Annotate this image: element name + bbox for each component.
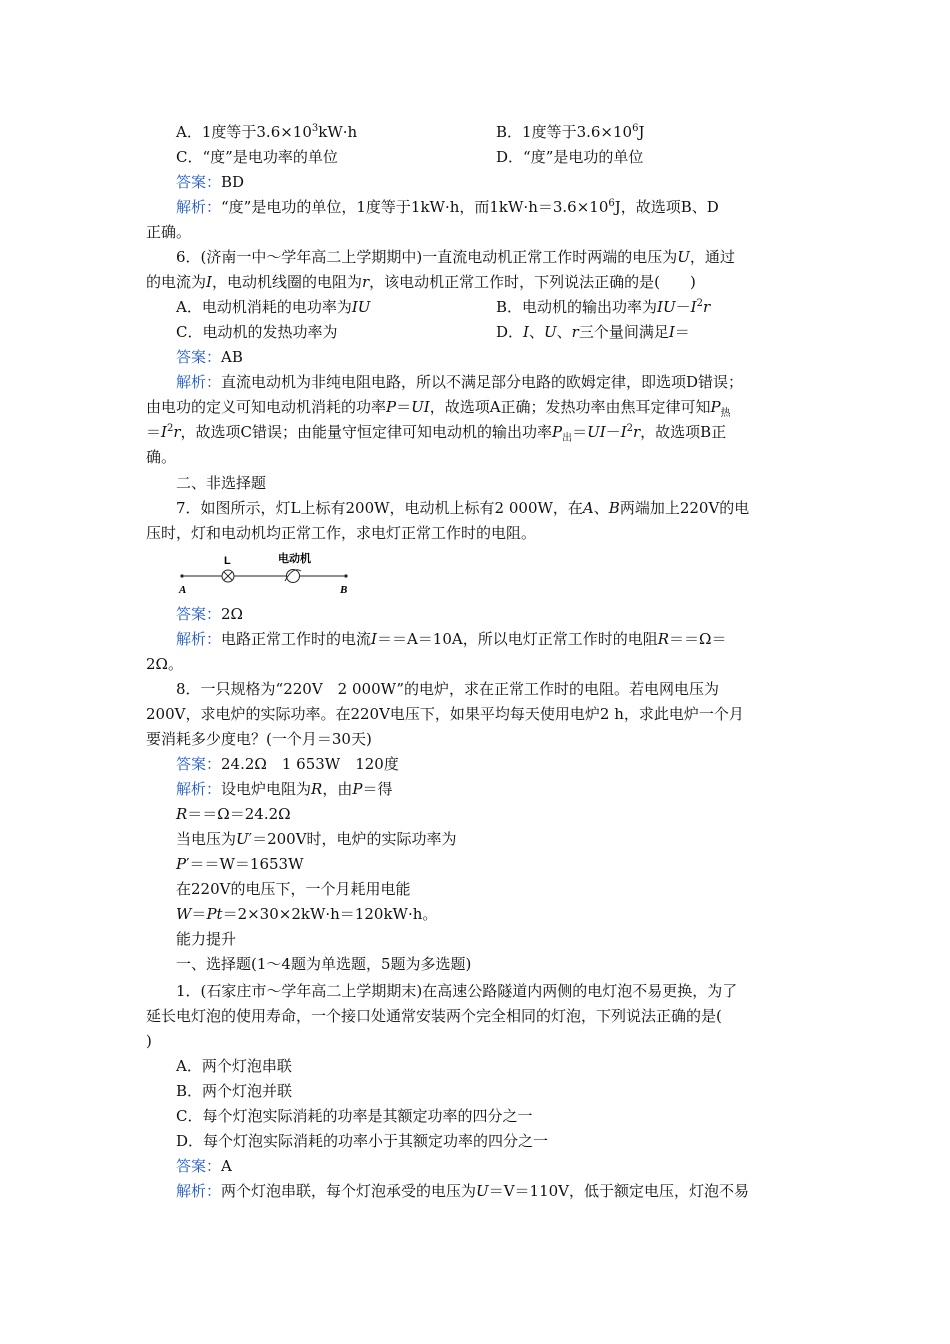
q8-analysis-6-var-pt: Pt [206,905,223,923]
q7-var-b: B [608,499,620,517]
q5-option-b [496,121,644,143]
q6-option-d [496,321,690,343]
circuit-diagram [178,549,350,597]
analysis-label: 解析： [176,198,222,216]
q8-stem-line-3: 要消耗多少度电？(一个月＝30天) [146,730,372,748]
q6-var-u: U [677,248,690,266]
p1-stem-line-2: 延长电灯泡的使用寿命，一个接口处通常安装两个完全相同的灯泡，下列说法正确的是( [146,1007,722,1025]
q6-analysis-line-3 [146,421,726,443]
q8-analysis-line-1 [176,778,392,800]
q6-stem-text-2b: ，电动机线圈的电阻为 [211,273,362,291]
q6-option-c: C．电动机的发热功率为 [176,323,338,341]
q6-analysis-3-exp2: 2 [626,423,633,434]
analysis-label: 解析： [176,1182,222,1200]
q6-analysis-3-sub-out: 出 [562,433,573,444]
q6-option-d-var-u: U [543,323,557,341]
analysis-label: 解析： [176,780,222,798]
q8-analysis-line-2 [176,803,291,825]
lamp-label: L [224,555,231,567]
motor-icon [285,570,301,583]
q6-answer [176,346,243,368]
p1-option-b: B．两个灯泡并联 [176,1082,293,1100]
q6-analysis-3a: ＝ [146,423,162,441]
q7-answer [176,603,243,625]
q6-option-b-exp: 2 [696,298,703,309]
q8-analysis-line-5: 在220V的电压下，一个月耗用电能 [176,880,411,898]
q6-var-i: I [206,273,212,291]
q6-stem-line-2 [146,271,696,293]
terminal-b-dot [344,574,347,577]
q7-analysis-1b: ＝＝A＝10A，所以电灯正常工作时的电阻 [376,630,658,648]
q6-answer-value: AB [221,348,243,366]
answer-label: 答案： [176,605,222,623]
p1-stem-line-1: 1．(石家庄市～学年高二上学期期末)在高速公路隧道内两侧的电灯泡不易更换，为了 [176,982,738,1000]
q6-analysis-var-p: P [386,398,397,416]
q5-option-a-text: A．1度等于3.6×10 [176,123,312,141]
q5-analysis-line-2: 正确。 [146,223,192,241]
p1-option-c: C．每个灯泡实际消耗的功率是其额定功率的四分之一 [176,1107,533,1125]
q5-option-a-unit: kW·h [318,123,358,141]
q6-analysis-3-exp: 2 [166,423,174,434]
answer-label: 答案： [176,1157,222,1175]
q6-var-r: r [361,273,370,291]
q7-stem-line-1 [176,497,749,519]
q7-analysis-1a: 电路正常工作时的电流 [221,630,372,648]
q7-answer-value: 2Ω [221,605,243,623]
q5-option-c: C．“度”是电功率的单位 [176,148,338,166]
q6-analysis-3-var-r: r [173,423,181,441]
q6-option-a [176,296,370,318]
lamp-icon [222,570,234,582]
q8-analysis-6-var-w: W [176,905,192,923]
q8-analysis-line-4 [176,853,304,875]
q8-analysis-3a: 当电压为 [176,830,237,848]
q6-option-d-text: D． [496,323,524,341]
q6-option-d-var-i: I [523,323,529,341]
p1-answer-value: A [221,1157,232,1175]
q6-analysis-line-4: 确。 [146,448,177,466]
q6-option-a-text: A．电动机消耗的电功率为 [176,298,352,316]
q8-analysis-var-r: R [311,780,323,798]
p1-stem-line-3: ) [146,1032,152,1050]
q8-analysis-4-var-p: P [176,855,187,873]
q6-analysis-sub-heat: 热 [720,408,731,419]
motor-label: 电动机 [278,553,311,565]
q8-analysis-2-text: ＝＝Ω＝24.2Ω [187,805,291,823]
section-heading-nonchoice: 二、非选择题 [176,474,267,492]
q7-analysis-line-2: 2Ω。 [146,655,183,673]
terminal-b-label: B [340,584,348,596]
q8-answer [176,753,399,775]
q6-analysis-eq: ＝ [396,398,412,416]
q8-stem-line-1: 8．一只规格为“220V 2 000W”的电炉，求在正常工作时的电阻。若电网电压为 [176,680,719,698]
answer-label: 答案： [176,755,222,773]
answer-label: 答案： [176,173,222,191]
q8-analysis-1a: 设电炉电阻为 [221,780,312,798]
q8-answer-value: 24.2Ω 1 653W 120度 [221,755,399,773]
q8-analysis-line-6 [176,903,437,925]
q5-analysis-text-end: J，故选项B、D [614,198,719,216]
answer-label: 答案： [176,348,222,366]
q5-analysis-line-1 [176,196,719,218]
q6-analysis-var-ui: UI [411,398,430,416]
q6-analysis-line-2 [146,396,731,418]
p1-option-a: A．两个灯泡串联 [176,1057,292,1075]
q6-analysis-3d: － [605,423,621,441]
q6-analysis-var-p2: P [710,398,721,416]
q7-analysis-var-i: I [371,630,377,648]
q5-option-a-exp: 3 [311,123,319,134]
q7-analysis-var-r: R [657,630,670,648]
q8-analysis-6a: ＝ [191,905,207,923]
q7-analysis-line-1 [176,628,726,650]
q5-option-b-unit: J [638,123,645,141]
terminal-a-dot [180,574,183,577]
q6-option-a-var: IU [351,298,371,316]
q8-analysis-3-var-u: U [236,830,249,848]
section-heading-ability: 能力提升 [176,930,237,948]
q6-option-d-sep-2: 、 [556,323,572,341]
p1-answer [176,1155,232,1177]
q5-answer [176,171,244,193]
analysis-label: 解析： [176,373,222,391]
q8-analysis-6b: ＝2×30×2kW·h＝120kW·h。 [222,905,438,923]
q5-option-b-exp: 6 [632,123,639,134]
q6-option-b [496,296,710,318]
q8-stem-line-2: 200V，求电炉的实际功率。在220V电压下，如果平均每天使用电炉2 h，求此电炉一个月 [146,705,744,723]
q8-analysis-2-var-r: R [176,805,188,823]
q7-stem-1a: 7．如图所示，灯L上标有200W，电动机上标有2 000W，在 [176,499,583,517]
q6-analysis-3-var-ui: UI [587,423,606,441]
analysis-label: 解析： [176,630,222,648]
q6-stem-text-2a: 的电流为 [146,273,207,291]
q6-analysis-2c: ，故选项A正确；发热功率由焦耳定律可知 [429,398,711,416]
q6-option-d-var-r: r [571,323,579,341]
q6-stem-line-1 [176,246,735,268]
q7-stem-line-2: 压时，灯和电动机均正常工作，求电灯正常工作时的电阻。 [146,524,537,542]
q6-option-b-text: B．电动机的输出功率为 [496,298,658,316]
terminal-a-label: A [179,584,187,596]
q5-analysis-text: “度”是电功的单位，1度等于1kW·h，而1kW·h＝3.6×10 [221,198,609,216]
q6-analysis-3-var-i2: I [620,423,627,441]
q6-analysis-3-var-r2: r [633,423,641,441]
q6-option-d-sep-1: 、 [528,323,544,341]
q6-analysis-3c: ＝ [572,423,588,441]
p1-option-d: D．每个灯泡实际消耗的功率小于其额定功率的四分之一 [176,1132,549,1150]
q8-analysis-1c: ＝得 [362,780,393,798]
q5-option-b-text: B．1度等于3.6×10 [496,123,633,141]
q7-stem-1c: 两端加上220V的电 [619,499,750,517]
circuit-figure [178,549,350,597]
q5-option-d: D．“度”是电功的单位 [496,148,644,166]
q7-analysis-1c: ＝＝Ω＝ [669,630,727,648]
q6-analysis-3-var-i: I [161,423,167,441]
q6-analysis-3e: ，故选项B正 [640,423,727,441]
q6-option-d-tail: 三个量间满足 [578,323,669,341]
q6-option-d-eq: ＝ [674,323,690,341]
q8-analysis-var-p: P [352,780,363,798]
q7-stem-1b: 、 [593,499,609,517]
q6-analysis-line-1 [176,371,743,393]
q5-analysis-exp: 6 [608,198,615,209]
q6-stem-text-end: ，通过 [689,248,735,266]
p1-analysis-var-u: U [476,1182,489,1200]
q6-option-b-minus: － [675,298,691,316]
q8-analysis-3b: ′＝200V时，电炉的实际功率为 [248,830,457,848]
p1-analysis-1b: ＝V＝110V，低于额定电压，灯泡不易 [488,1182,749,1200]
q6-option-d-var-i2: I [668,323,675,341]
q8-analysis-4-text: ′＝＝W＝1653W [186,855,304,873]
q6-option-b-var-2: I [690,298,697,316]
q7-var-a: A [582,499,594,517]
q8-analysis-line-3 [176,828,457,850]
q5-answer-value: BD [221,173,245,191]
q6-analysis-text: 直流电动机为非纯电阻电路，所以不满足部分电路的欧姆定律，即选项D错误； [221,373,744,391]
q6-option-b-var-1: IU [657,298,676,316]
q6-analysis-2a: 由电功的定义可知电动机消耗的功率 [146,398,387,416]
q6-stem-text-2c: ，该电动机正常工作时，下列说法正确的是( ) [369,273,696,291]
q6-analysis-3b: ，故选项C错误；由能量守恒定律可知电动机的输出功率 [180,423,552,441]
q6-stem-text: 6．(济南一中～学年高二上学期期中)一直流电动机正常工作时两端的电压为 [176,248,678,266]
p1-analysis-1a: 两个灯泡串联，每个灯泡承受的电压为 [221,1182,477,1200]
q5-option-a [176,121,357,143]
q8-analysis-1b: ，由 [322,780,353,798]
q6-option-b-var-3: r [702,298,711,316]
section-heading-choice: 一、选择题(1～4题为单选题，5题为多选题) [176,955,472,973]
q6-analysis-3-var-p: P [551,423,563,441]
p1-analysis-line-1 [176,1180,749,1202]
